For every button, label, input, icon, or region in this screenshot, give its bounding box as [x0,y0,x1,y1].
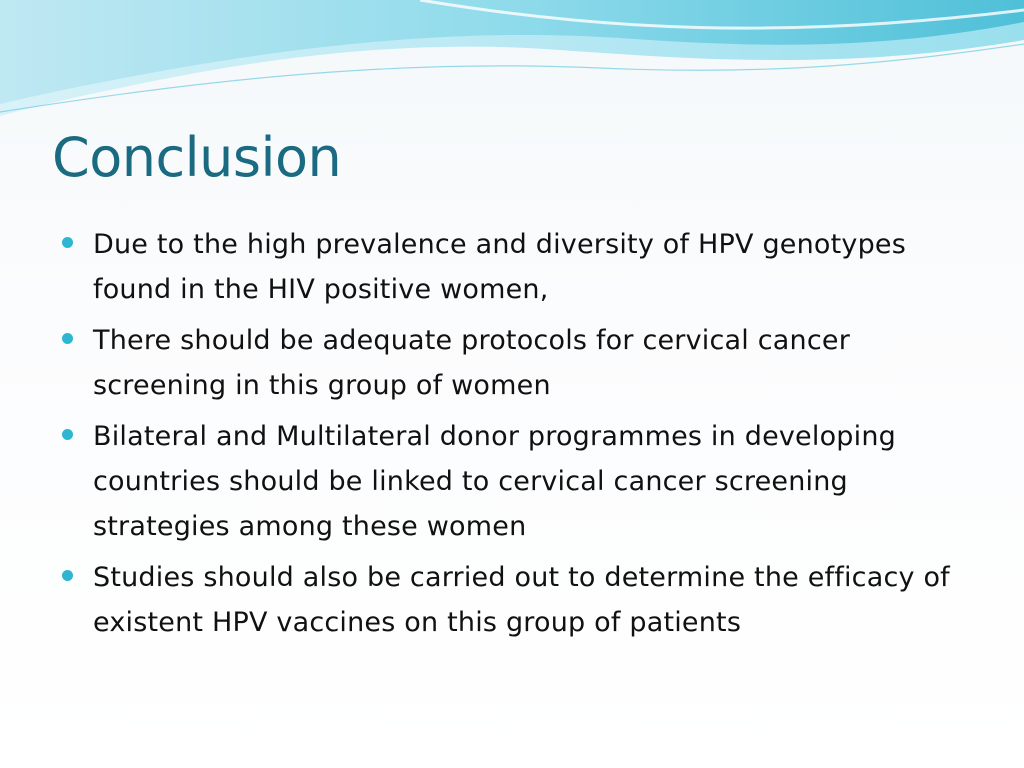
bullet-text: Bilateral and Multilateral donor programmes in developing countries should be linked to cervical cancer screening strategies among these women [93,421,896,542]
bullet-dot-icon [62,333,73,344]
bullet-item [62,222,992,312]
slide-title: Conclusion [52,126,342,189]
bullet-item [62,555,992,645]
bullet-dot-icon [62,237,73,248]
bullet-text: Studies should also be carried out to determine the efficacy of existent HPV vaccines on this group of patients [93,562,950,638]
bullet-dot-icon [62,570,73,581]
bullet-list [62,222,992,651]
bullet-item [62,318,992,408]
bullet-text: Due to the high prevalence and diversity of HPV genotypes found in the HIV positive women, [93,229,907,305]
bullet-text: There should be adequate protocols for cervical cancer screening in this group of women [93,325,851,401]
bullet-item [62,414,992,549]
bullet-dot-icon [62,429,73,440]
header-wave-decoration [0,0,1024,130]
